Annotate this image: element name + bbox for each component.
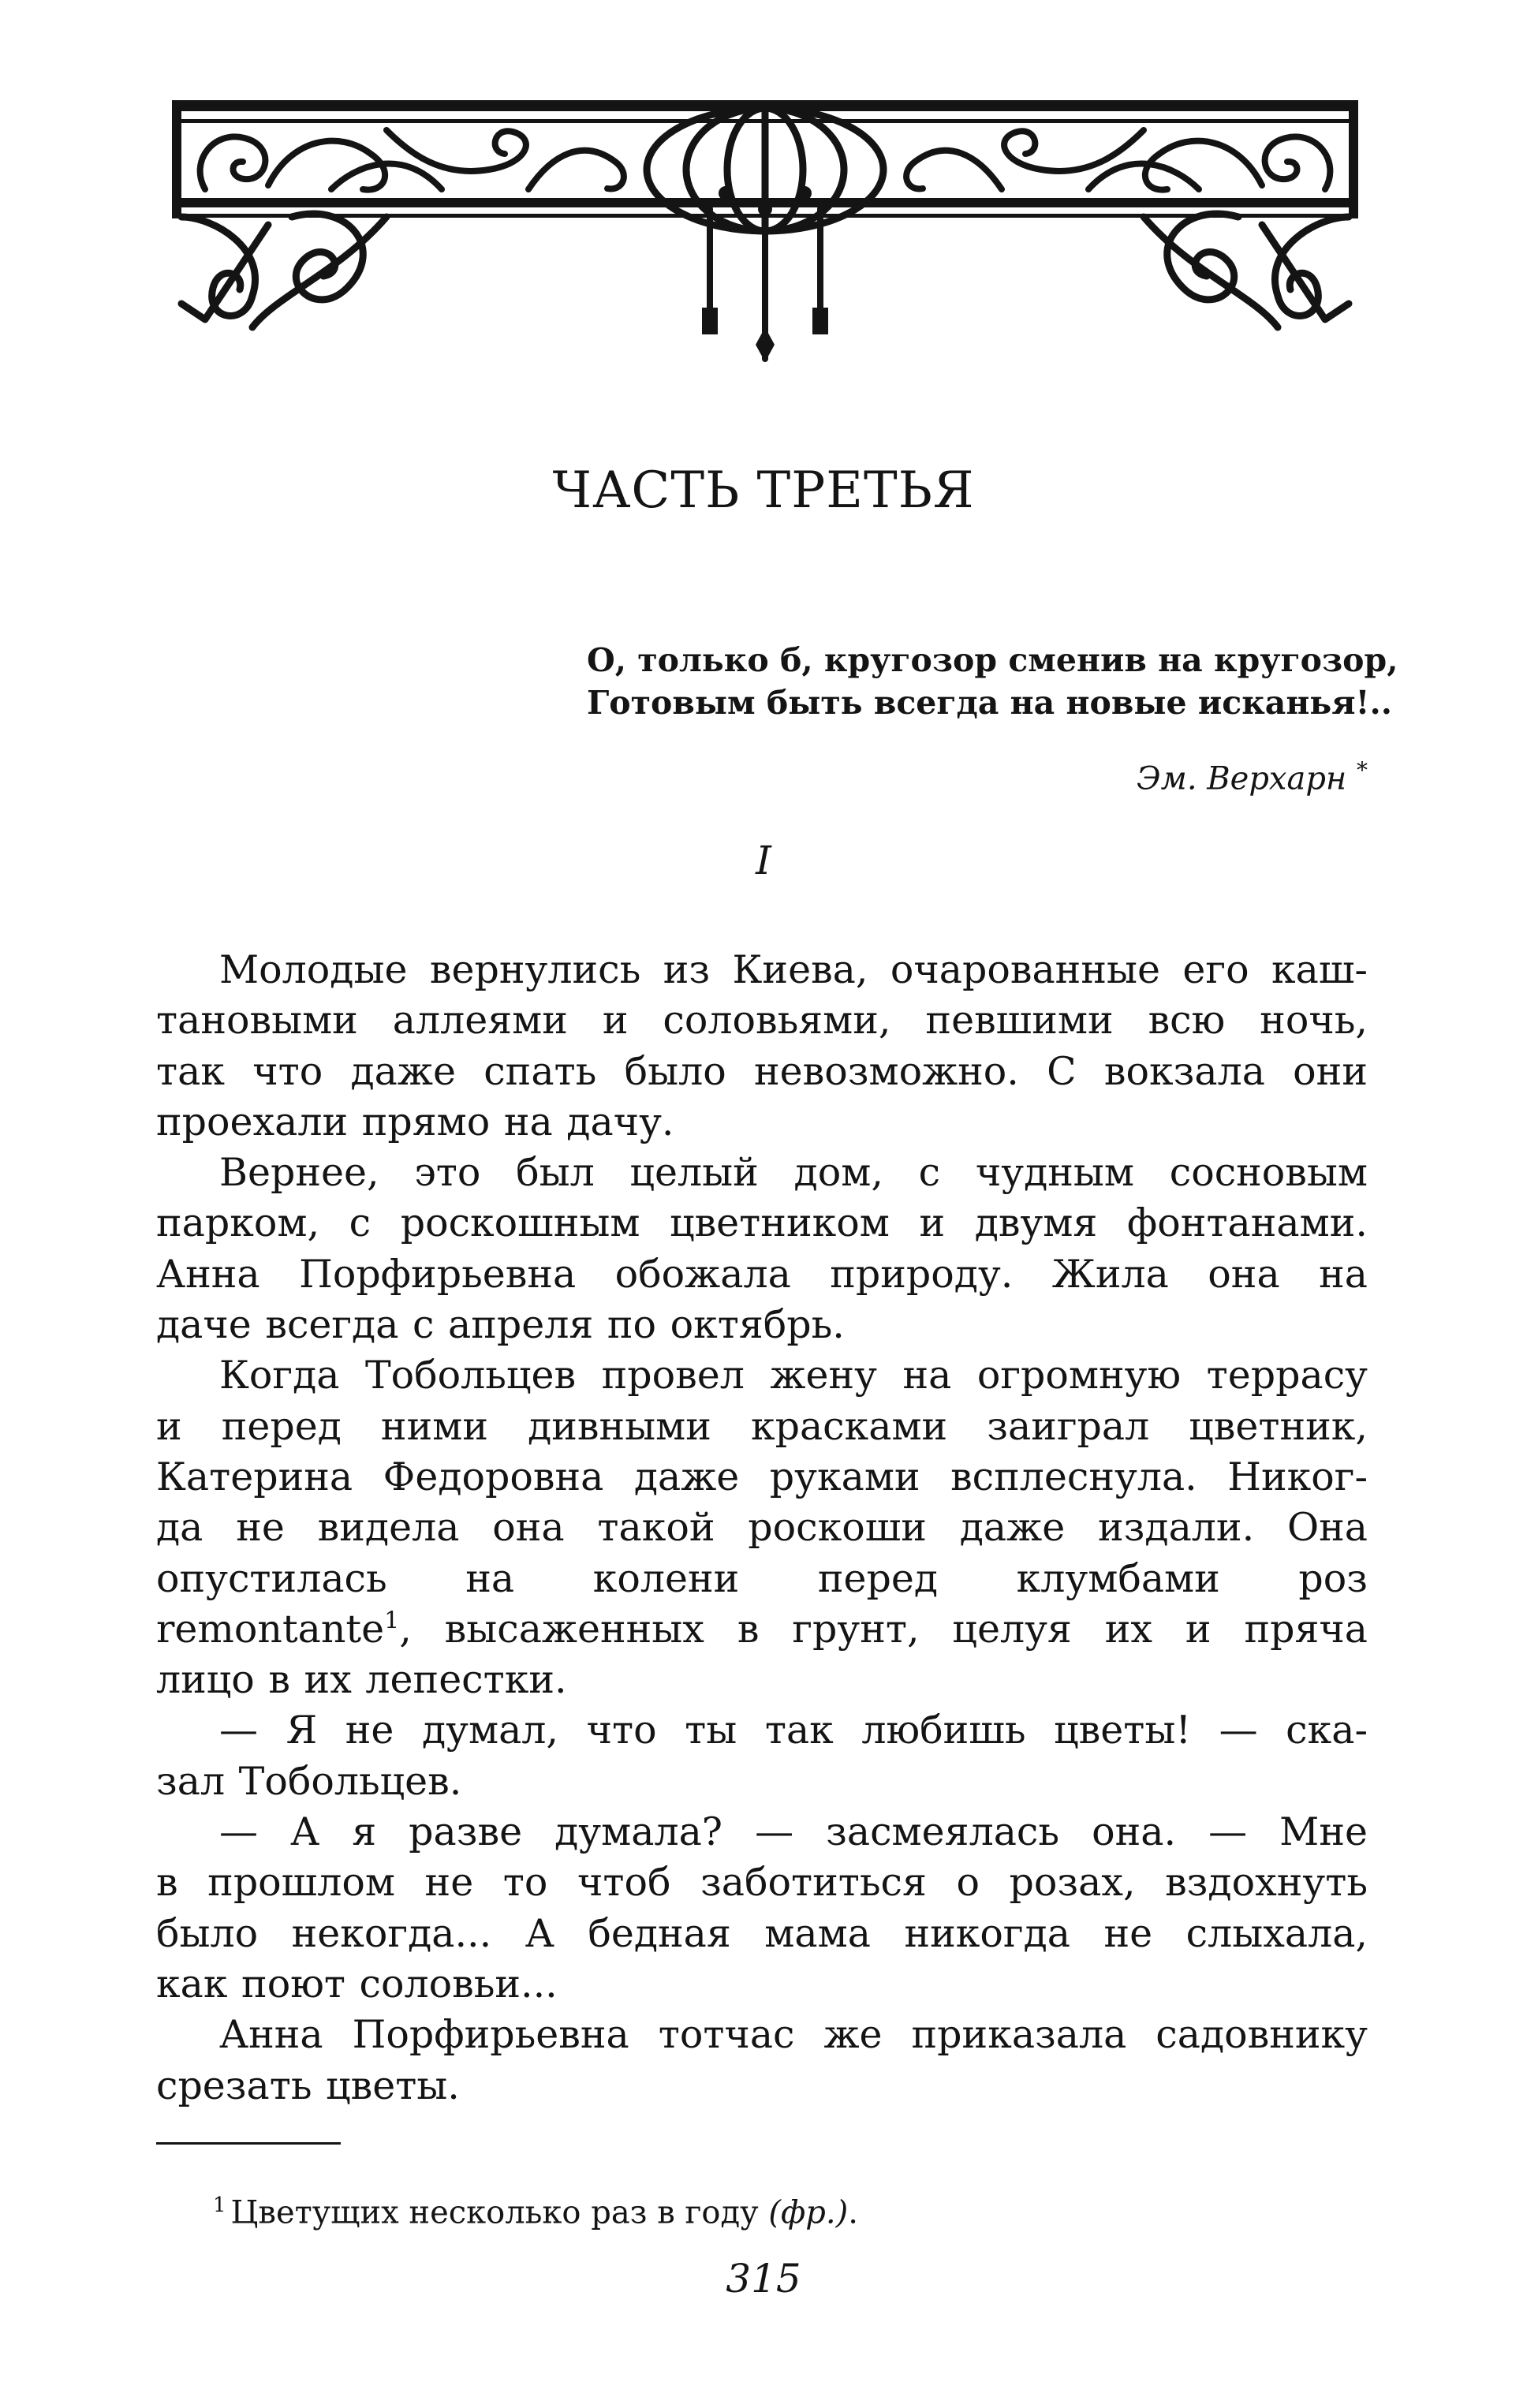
- text-line: Молодые вернулись из Киева, очарованные его каш-: [219, 947, 1368, 992]
- footnote-text: Цветущих несколько раз в году: [230, 2194, 759, 2231]
- epigraph: [587, 639, 1398, 724]
- footnote-language: (фр.): [768, 2194, 849, 2231]
- text-line: проехали прямо на дачу.: [156, 1099, 674, 1144]
- text-line: опустилась на колени перед клумбами роз: [156, 1555, 1368, 1601]
- footnote-end: .: [848, 2194, 858, 2231]
- text-line: — А я разве думала? — засмеялась она. — Мне: [219, 1809, 1368, 1855]
- headpiece-ornament-icon: [158, 91, 1372, 367]
- footnote: [213, 2183, 858, 2234]
- text-line: — Я не думал, что ты так любишь цветы! — ска-: [219, 1708, 1368, 1753]
- text-line: Катерина Федоровна даже руками всплеснула. Никог-: [156, 1454, 1368, 1499]
- part-title: ЧАСТЬ ТРЕТЬЯ: [552, 461, 975, 520]
- text-line: лицо в их лепестки.: [156, 1657, 567, 1703]
- epigraph-line: Готовым быть всегда на новые исканья!..: [587, 684, 1393, 722]
- text-line: срезать цветы.: [156, 2063, 460, 2108]
- footnote-divider: [156, 2142, 341, 2145]
- text-line: Когда Тобольцев провел жену на огромную террасу: [219, 1353, 1368, 1398]
- text-line: в прошлом не то чтоб заботиться о розах, вздохнуть: [156, 1860, 1368, 1906]
- epigraph-line: О, только б, кругозор сменив на кругозор,: [587, 641, 1398, 679]
- text-line: зал Тобольцев.: [156, 1758, 462, 1804]
- text-line: и перед ними дивными красками заиграл цветник,: [156, 1403, 1368, 1449]
- chapter-number: I: [756, 838, 771, 883]
- text-line: как поют соловьи...: [156, 1961, 558, 2007]
- footnote-reference[interactable]: 1: [384, 1607, 400, 1635]
- text-line: Анна Порфирьевна тотчас же приказала садовнику: [219, 2012, 1368, 2058]
- text-line: даче всегда с апреля по октябрь.: [156, 1302, 845, 1348]
- body-text: [156, 945, 1368, 2111]
- text-line: парком, с роскошным цветником и двумя фонтанами.: [156, 1200, 1368, 1246]
- page-number: 315: [726, 2256, 801, 2302]
- text-line-rest: , высаженных в грунт, целуя их и пряча: [399, 1606, 1368, 1652]
- text-line: Вернее, это был целый дом, с чудным сосновым: [219, 1150, 1368, 1196]
- epigraph-author-note-mark: *: [1357, 757, 1368, 783]
- text-line: да не видела она такой роскоши даже издали. Она: [156, 1505, 1368, 1551]
- text-line: Анна Порфирьевна обожала природу. Жила она на: [156, 1251, 1368, 1297]
- epigraph-author: [1137, 757, 1368, 797]
- text-line-with-footnote: [156, 1604, 1368, 1655]
- text-line: так что даже спать было невозможно. С вокзала они: [156, 1048, 1368, 1094]
- epigraph-author-name: Эм. Верхарн: [1137, 760, 1347, 797]
- text-line: было некогда... А бедная мама никогда не слыхала,: [156, 1910, 1368, 1956]
- foreign-word: remontante: [156, 1606, 385, 1652]
- footnote-marker: 1: [213, 2193, 226, 2217]
- text-line: тановыми аллеями и соловьями, певшими всю ночь,: [156, 998, 1368, 1043]
